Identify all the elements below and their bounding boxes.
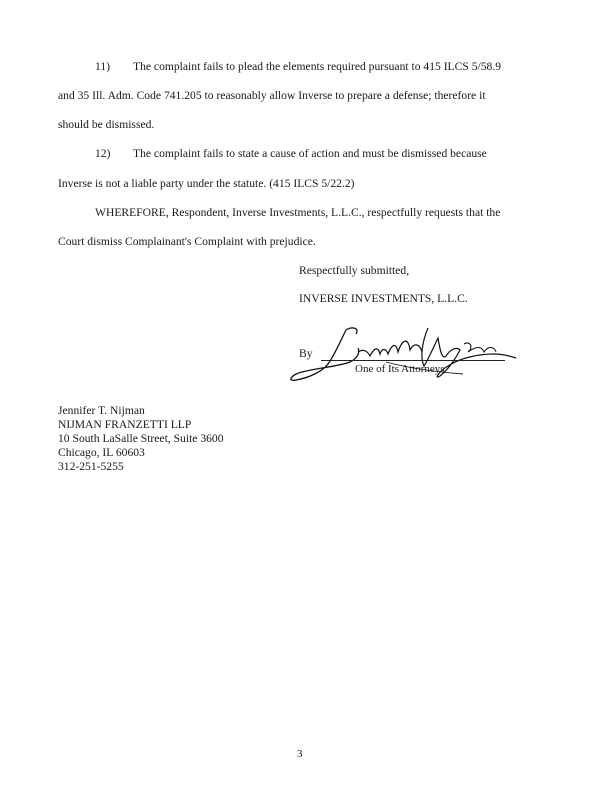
paragraph-11-line-3: should be dismissed. xyxy=(58,118,155,131)
wherefore-line-2: Court dismiss Complainant's Complaint with prejudice. xyxy=(58,235,316,248)
page-number: 3 xyxy=(297,748,303,760)
paragraph-12-line-2: Inverse is not a liable party under the statute. (415 ILCS 5/22.2) xyxy=(58,177,355,190)
contact-line-firm: NIJMAN FRANZETTI LLP xyxy=(58,418,192,431)
contact-line-city: Chicago, IL 60603 xyxy=(58,446,145,459)
closing-salutation: Respectfully submitted, xyxy=(299,264,410,277)
handwritten-signature xyxy=(288,322,528,392)
paragraph-11-line-2: and 35 Ill. Adm. Code 741.205 to reasonably allow Inverse to prepare a defense; therefore it xyxy=(58,89,486,102)
contact-line-phone: 312-251-5255 xyxy=(58,460,124,473)
signature-line xyxy=(321,360,505,361)
contact-line-name: Jennifer T. Nijman xyxy=(58,404,145,417)
paragraph-12-number: 12) xyxy=(95,147,111,160)
closing-party: INVERSE INVESTMENTS, L.L.C. xyxy=(299,292,468,305)
wherefore-line-1: WHEREFORE, Respondent, Inverse Investments, L.L.C., respectfully requests that the xyxy=(95,206,501,219)
paragraph-11-line-1: The complaint fails to plead the elements required pursuant to 415 ILCS 5/58.9 xyxy=(133,60,502,73)
paragraph-11-number: 11) xyxy=(95,60,111,73)
by-label: By xyxy=(299,347,313,360)
contact-line-street: 10 South LaSalle Street, Suite 3600 xyxy=(58,432,224,445)
paragraph-12-line-1: The complaint fails to state a cause of action and must be dismissed because xyxy=(133,147,487,160)
attorney-label: One of Its Attorneys xyxy=(355,363,445,375)
